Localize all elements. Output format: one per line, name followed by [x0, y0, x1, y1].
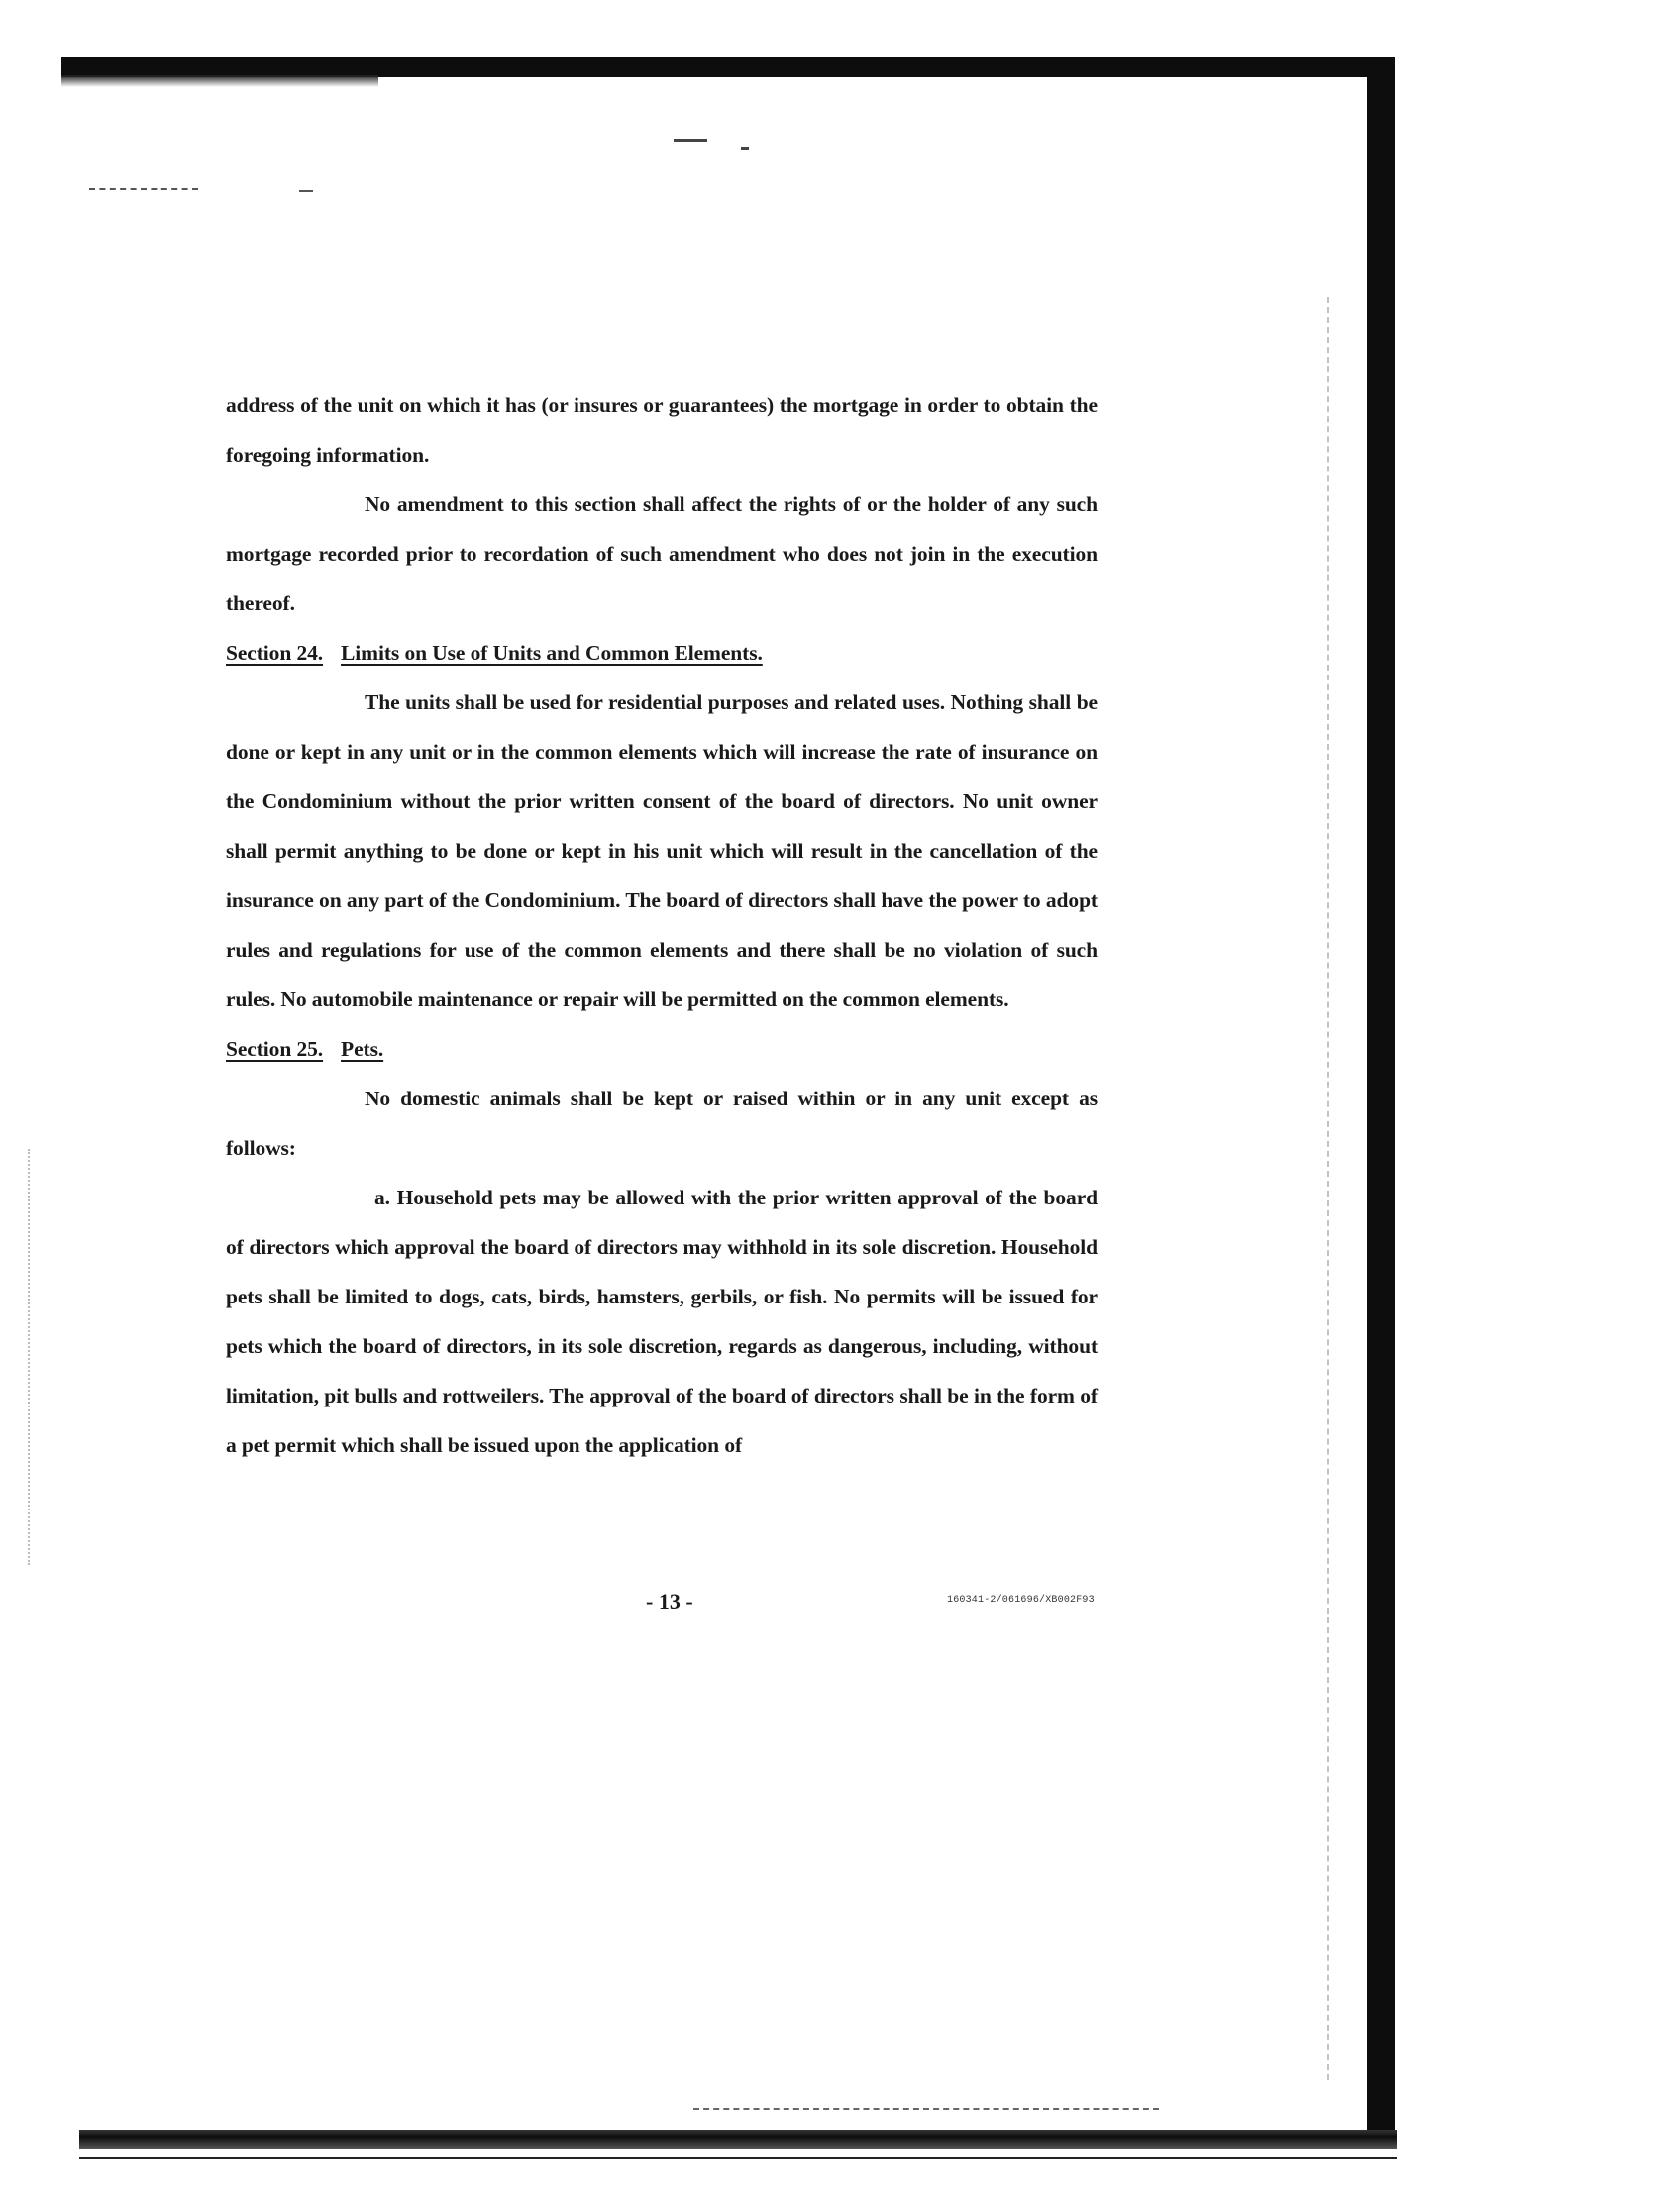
paragraph-continuation: address of the unit on which it has (or insures or guarantees) the mortgage in order to obtain the foregoing information.: [226, 393, 1098, 467]
section-24-number: Section 24.: [226, 641, 324, 665]
scan-left-dashes: [89, 188, 198, 192]
document-code: 160341-2/061696/XB002F93: [947, 1595, 1095, 1606]
scan-right-specks: [1327, 297, 1343, 2080]
section-24-body: The units shall be used for residential purposes and related uses. Nothing shall be done or kept in any unit or in the common elements which will increase the rate of insurance on the Condominium without the prior written consent of the board of directors. No unit owner shall permit anything to be done or kept in his unit which will result in the cancellation of the insurance on any part of the Condominium. The board of directors shall have the power to adopt rules and regulations for use of the common elements and there shall be no violation of such rules. No automobile maintenance or repair will be permitted on the common elements.: [226, 690, 1098, 1011]
scan-left-specks: [28, 1149, 32, 1565]
scan-bottom-specks: [693, 2108, 1159, 2112]
scan-bottom-line: [79, 2157, 1397, 2159]
section-25-title: Pets.: [341, 1037, 384, 1061]
scan-top-mark: [674, 139, 707, 142]
scan-right-border: [1367, 57, 1395, 2147]
scan-bottom-border: [79, 2130, 1397, 2149]
section-24-heading: [226, 628, 1098, 677]
scan-top-smudge: [61, 75, 378, 87]
section-25-heading: [226, 1024, 1098, 1074]
section-24-title: Limits on Use of Units and Common Elements.: [341, 641, 763, 665]
scan-top-mark: [741, 147, 749, 150]
section-25-intro: No domestic animals shall be kept or raised within or in any unit except as follows:: [226, 1087, 1098, 1160]
paragraph-amendment: No amendment to this section shall affect the rights of or the holder of any such mortgage recorded prior to recordation of such amendment who does not join in the execution thereof.: [226, 492, 1098, 615]
scan-left-dash: [299, 190, 313, 192]
page-number: - 13 -: [646, 1589, 693, 1614]
section-25-number: Section 25.: [226, 1037, 324, 1061]
section-25-item-a: a. Household pets may be allowed with the prior written approval of the board of directors which approval the board of directors may withhold in its sole discretion. Household pets shall be limited to dogs, cats, birds, hamsters, gerbils, or fish. No permits will be issued for pets which the board of directors, in its sole discretion, regards as dangerous, including, without limitation, pit bulls and rottweilers. The approval of the board of directors shall be in the form of a pet permit which shall be issued upon the application of: [226, 1186, 1098, 1457]
document-body: [226, 380, 1098, 1470]
scan-top-border: [61, 57, 1389, 77]
